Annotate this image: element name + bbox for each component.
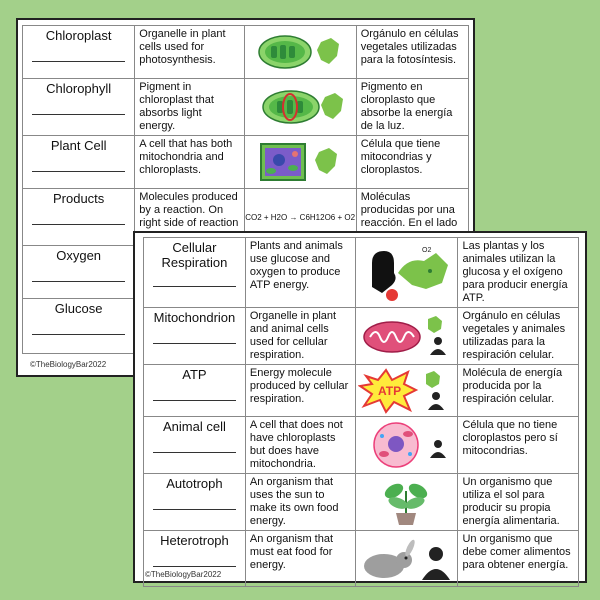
spanish-cell: Pigmento en cloroplasto que absorbe la energía de la luz. xyxy=(356,79,468,136)
rabbit-person-image xyxy=(355,531,458,587)
o2-label: O2 xyxy=(422,246,432,254)
table-row xyxy=(23,79,469,136)
answer-blank[interactable] xyxy=(153,499,237,510)
answer-blank[interactable] xyxy=(153,556,237,567)
spanish-cell: Un organismo que utiliza el sol para producir su propia energía alimentaria. xyxy=(458,474,579,531)
mitochondrion-image xyxy=(355,308,458,365)
definition-cell: Organelle in plant cells used for photosynthesis. xyxy=(135,26,244,79)
term-label: Animal cell xyxy=(163,419,226,434)
respiration-image xyxy=(355,238,458,308)
definition-cell: Energy molecule produced by cellular respiration. xyxy=(245,365,355,417)
spanish-cell: Célula que no tiene cloroplastos pero sí mitocondrias. xyxy=(458,417,579,474)
answer-blank[interactable] xyxy=(153,390,237,401)
answer-blank[interactable] xyxy=(32,51,125,62)
copyright-text: ©TheBiologyBar2022 xyxy=(145,570,222,579)
reaction-equation: CO2 + H2O → C6H12O6 + O2 xyxy=(245,212,356,222)
spanish-cell: Célula que tiene mitocondrias y cloroplastos. xyxy=(356,136,468,189)
table-row xyxy=(144,308,579,365)
definition-cell: Molecules produced by a reaction. On right side of reaction xyxy=(135,189,244,246)
table-row xyxy=(144,238,579,308)
table-row xyxy=(144,474,579,531)
spanish-cell: Moléculas producidas por una reacción. En el lado xyxy=(356,189,468,246)
spanish-cell: Un organismo que debe comer alimentos para obtener energía. xyxy=(458,531,579,587)
term-label: ATP xyxy=(182,367,207,382)
answer-blank[interactable] xyxy=(153,274,237,287)
chlorophyll-image xyxy=(244,79,356,136)
term-label: Heterotroph xyxy=(160,533,229,548)
definition-cell: Pigment in chloroplast that absorbs light energy. xyxy=(135,79,244,136)
copyright-text: ©TheBiologyBar2022 xyxy=(30,360,107,369)
definition-cell: A cell that has both mitochondria and chloroplasts. xyxy=(135,136,244,189)
chloroplast-image xyxy=(244,26,356,79)
definition-cell: Plants and animals use glucose and oxygen to produce ATP energy. xyxy=(245,238,355,308)
answer-blank[interactable] xyxy=(153,333,237,344)
definition-cell: Organelle in plant and animal cells used for cellular respiration. xyxy=(245,308,355,365)
plant-image xyxy=(355,474,458,531)
term-label: Glucose xyxy=(54,301,103,316)
spanish-cell: Orgánulo en células vegetales utilizadas para la fotosíntesis. xyxy=(356,26,468,79)
answer-blank[interactable] xyxy=(32,214,125,225)
spanish-cell: Orgánulo en células vegetales y animales utilizadas para la respiración celular. xyxy=(458,308,579,365)
term-label: Products xyxy=(52,191,105,206)
table-row xyxy=(23,136,469,189)
spanish-cell: Las plantas y los animales utilizan la glucosa y el oxígeno para producir energía ATP. xyxy=(458,238,579,308)
term-label: Mitochondrion xyxy=(153,310,236,325)
term-label: Cellular Respiration xyxy=(161,240,228,270)
term-label: Oxygen xyxy=(56,248,102,263)
answer-blank[interactable] xyxy=(32,324,125,335)
front-worksheet xyxy=(135,233,585,581)
term-label: Autotroph xyxy=(166,476,223,491)
spanish-cell: Molécula de energía producida por la respiración celular. xyxy=(458,365,579,417)
atp-burst-label: ATP xyxy=(378,383,402,398)
definition-cell: An organism that uses the sun to make its own food energy. xyxy=(245,474,355,531)
answer-blank[interactable] xyxy=(32,104,125,115)
animal-cell-image xyxy=(355,417,458,474)
table-row xyxy=(144,417,579,474)
answer-blank[interactable] xyxy=(32,271,125,282)
term-label: Chloroplast xyxy=(45,28,112,43)
front-vocab-table xyxy=(143,237,579,587)
answer-blank[interactable] xyxy=(32,161,125,172)
plant-cell-image xyxy=(244,136,356,189)
term-label: Chlorophyll xyxy=(46,81,112,96)
definition-cell: An organism that must eat food for energy. xyxy=(245,531,355,587)
term-label: Plant Cell xyxy=(50,138,107,153)
definition-cell: A cell that does not have chloroplasts but does have mitochondria. xyxy=(245,417,355,474)
table-row xyxy=(144,365,579,417)
atp-image xyxy=(355,365,458,417)
table-row xyxy=(23,26,469,79)
answer-blank[interactable] xyxy=(153,442,237,453)
